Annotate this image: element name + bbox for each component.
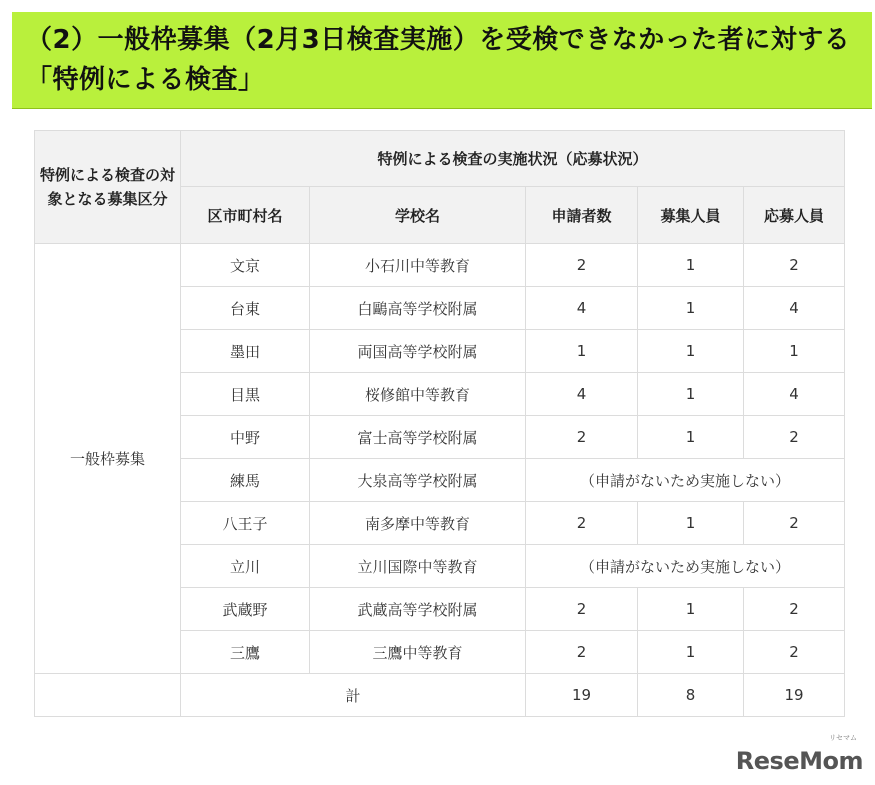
school-cell: 立川国際中等教育 <box>310 545 526 588</box>
applicants-cell: 1 <box>744 330 845 373</box>
municipality-cell: 武蔵野 <box>181 588 310 631</box>
column-header-school: 学校名 <box>310 187 526 244</box>
not-conducted-note: （申請がないため実施しない） <box>526 545 845 588</box>
capacity-cell: 1 <box>638 502 744 545</box>
status-header: 特例による検査の実施状況（応募状況） <box>181 131 845 187</box>
capacity-cell: 1 <box>638 287 744 330</box>
municipality-cell: 練馬 <box>181 459 310 502</box>
capacity-cell: 1 <box>638 588 744 631</box>
column-header-applications: 申請者数 <box>526 187 638 244</box>
municipality-cell: 三鷹 <box>181 631 310 674</box>
municipality-cell: 台東 <box>181 287 310 330</box>
total-spacer-cell <box>35 674 181 717</box>
not-conducted-note: （申請がないため実施しない） <box>526 459 845 502</box>
applications-cell: 2 <box>526 502 638 545</box>
school-cell: 南多摩中等教育 <box>310 502 526 545</box>
municipality-cell: 八王子 <box>181 502 310 545</box>
special-exam-table <box>34 130 845 717</box>
capacity-cell: 1 <box>638 416 744 459</box>
capacity-cell: 1 <box>638 244 744 287</box>
capacity-cell: 1 <box>638 373 744 416</box>
logo-kana: リセマム <box>829 734 857 742</box>
school-cell: 三鷹中等教育 <box>310 631 526 674</box>
heading-banner <box>12 12 872 109</box>
municipality-cell: 立川 <box>181 545 310 588</box>
municipality-cell: 文京 <box>181 244 310 287</box>
category-header: 特例による検査の対象となる募集区分 <box>35 131 181 244</box>
applications-cell: 4 <box>526 373 638 416</box>
logo-text: ReseMom <box>735 747 863 775</box>
total-applicants: 19 <box>744 674 845 717</box>
applicants-cell: 2 <box>744 588 845 631</box>
applicants-cell: 2 <box>744 244 845 287</box>
school-cell: 両国高等学校附属 <box>310 330 526 373</box>
header-row-top <box>35 131 845 187</box>
school-cell: 小石川中等教育 <box>310 244 526 287</box>
category-cell: 一般枠募集 <box>35 244 181 674</box>
total-label: 計 <box>181 674 526 717</box>
school-cell: 富士高等学校附属 <box>310 416 526 459</box>
applications-cell: 4 <box>526 287 638 330</box>
applicants-cell: 2 <box>744 502 845 545</box>
capacity-cell: 1 <box>638 330 744 373</box>
capacity-cell: 1 <box>638 631 744 674</box>
page-title: （2）一般枠募集（2月3日検査実施）を受検できなかった者に対する「特例による検査」 <box>26 25 851 95</box>
applicants-cell: 2 <box>744 416 845 459</box>
total-applications: 19 <box>526 674 638 717</box>
school-cell: 桜修館中等教育 <box>310 373 526 416</box>
applications-cell: 2 <box>526 588 638 631</box>
applicants-cell: 4 <box>744 287 845 330</box>
applications-cell: 2 <box>526 416 638 459</box>
column-header-applicants: 応募人員 <box>744 187 845 244</box>
column-header-capacity: 募集人員 <box>638 187 744 244</box>
school-cell: 武蔵高等学校附属 <box>310 588 526 631</box>
municipality-cell: 墨田 <box>181 330 310 373</box>
applications-cell: 1 <box>526 330 638 373</box>
column-header-municipality: 区市町村名 <box>181 187 310 244</box>
school-cell: 大泉高等学校附属 <box>310 459 526 502</box>
school-cell: 白鷗高等学校附属 <box>310 287 526 330</box>
applications-cell: 2 <box>526 244 638 287</box>
municipality-cell: 目黒 <box>181 373 310 416</box>
applications-cell: 2 <box>526 631 638 674</box>
table-row <box>35 244 845 287</box>
total-row <box>35 674 845 717</box>
resemom-logo <box>735 734 863 775</box>
total-capacity: 8 <box>638 674 744 717</box>
applicants-cell: 2 <box>744 631 845 674</box>
municipality-cell: 中野 <box>181 416 310 459</box>
applicants-cell: 4 <box>744 373 845 416</box>
